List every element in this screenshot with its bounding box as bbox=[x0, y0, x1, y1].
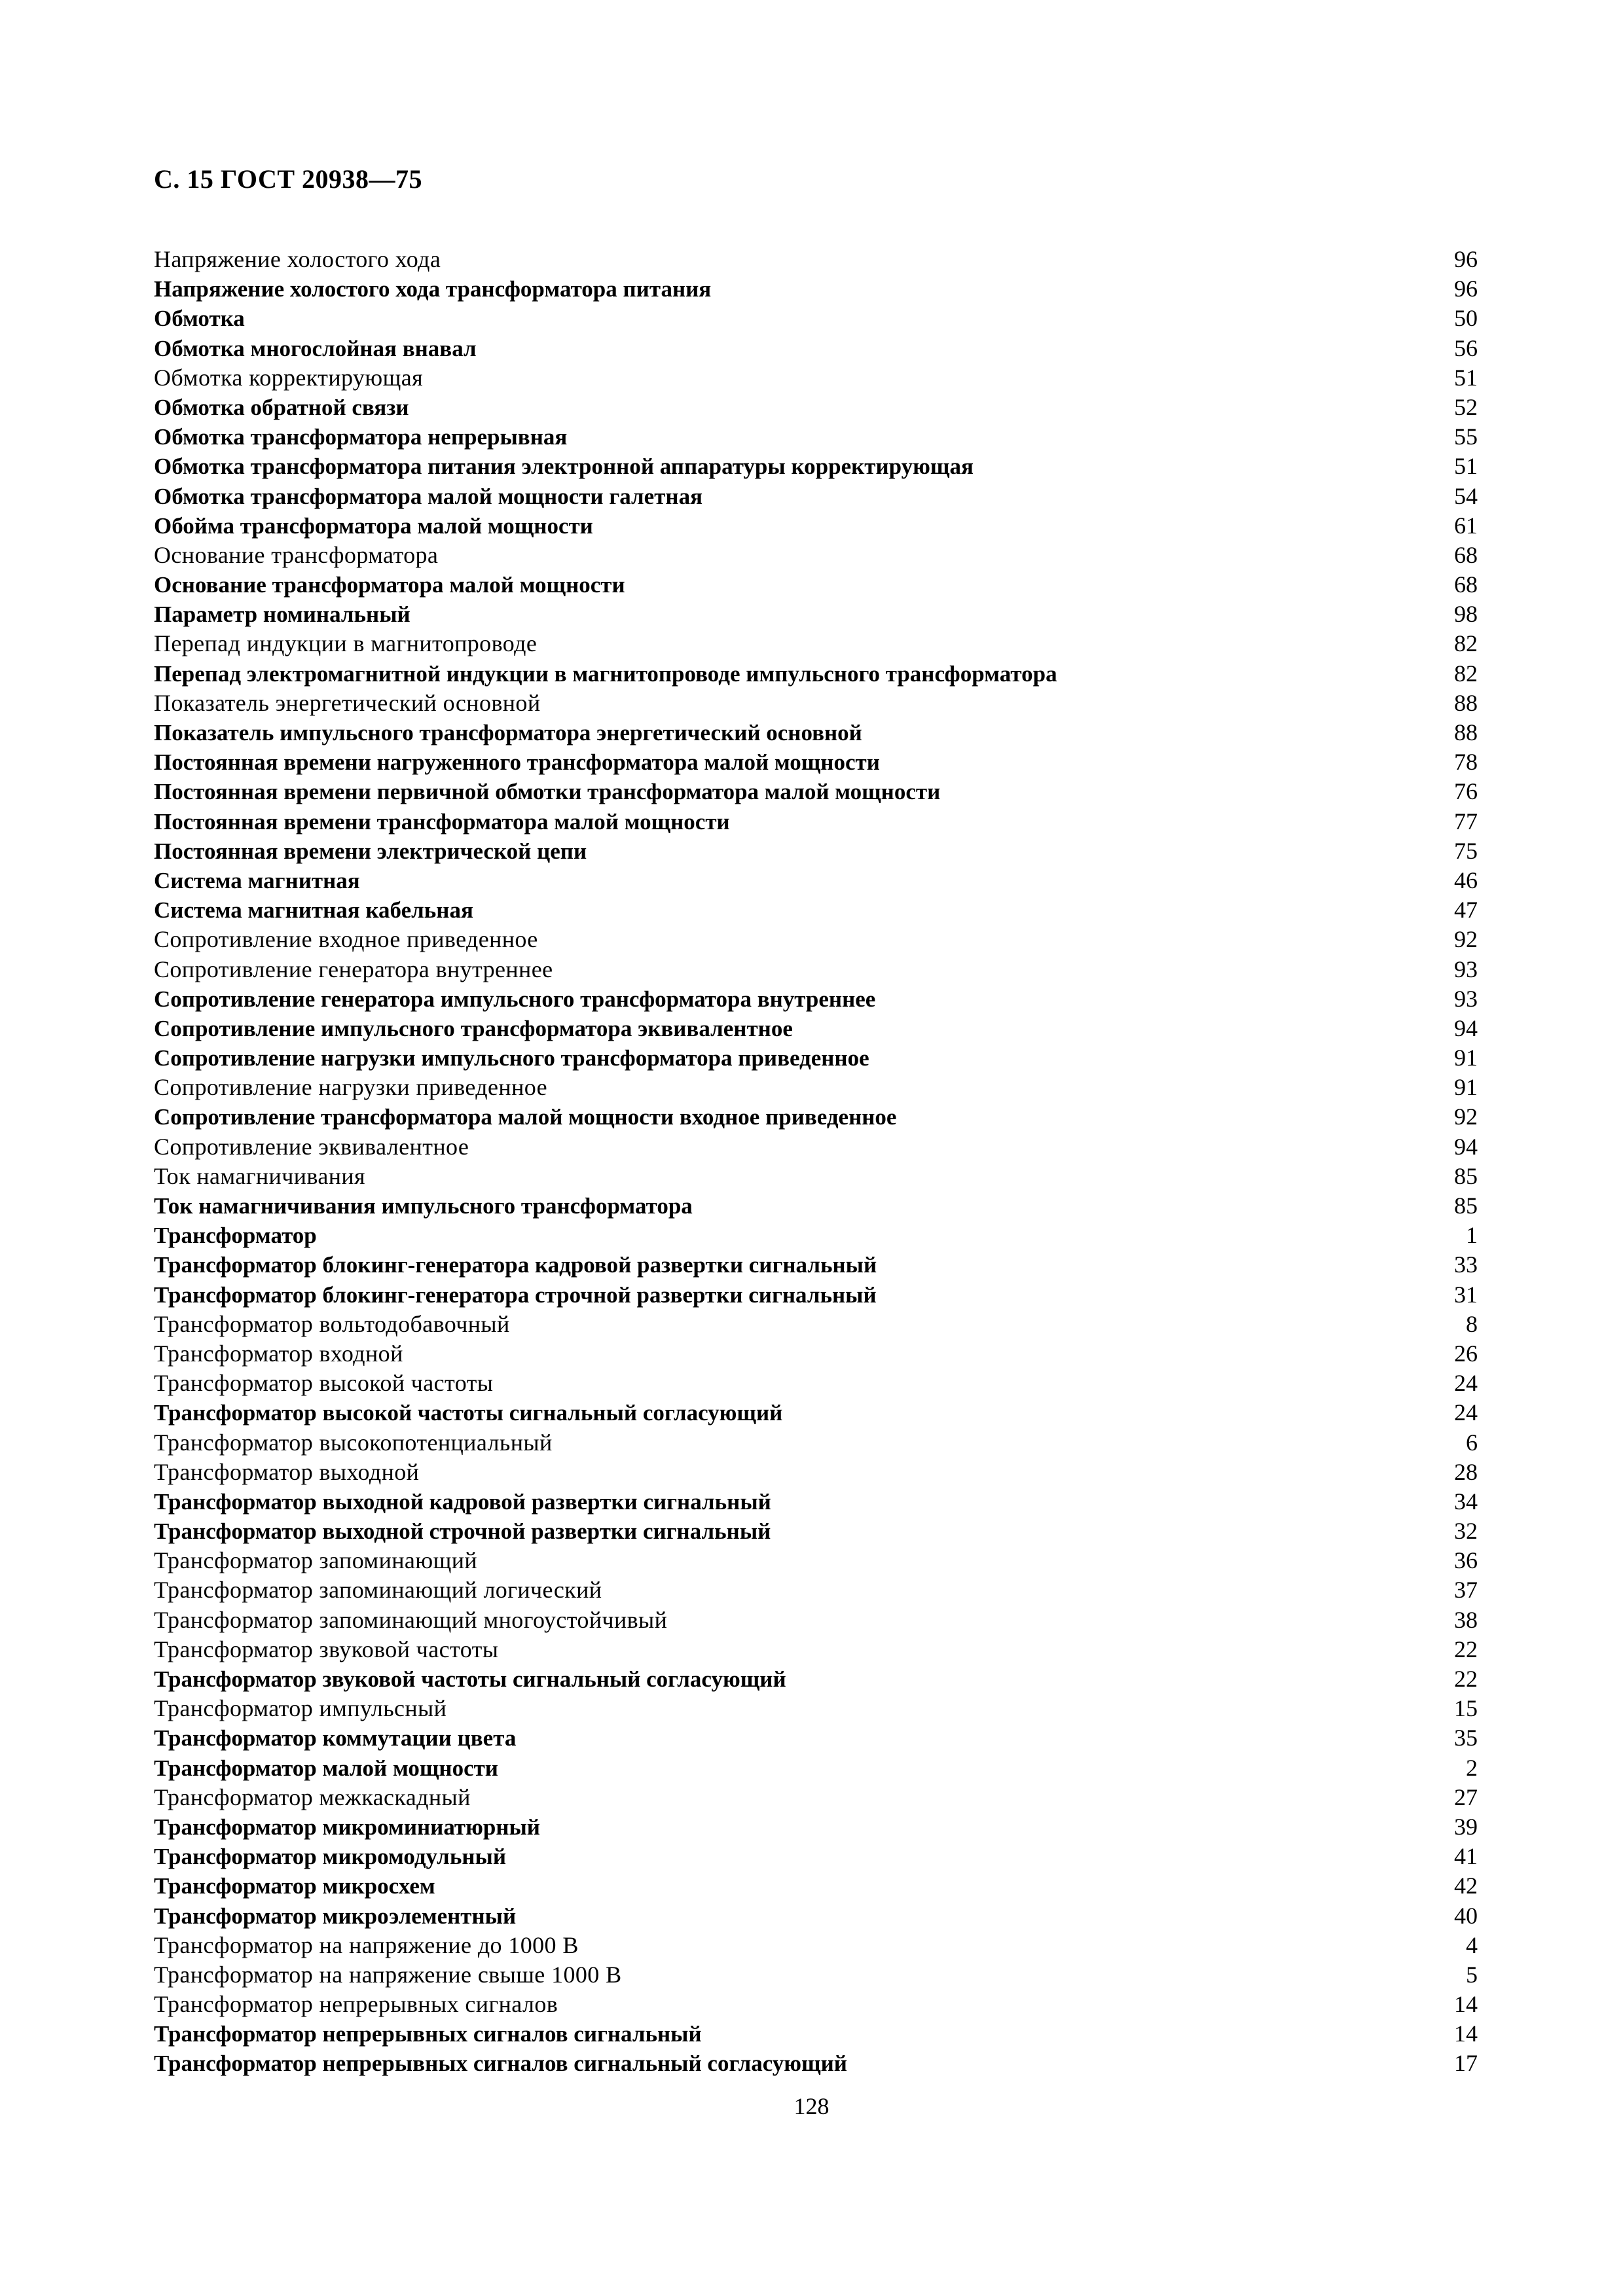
index-entry bbox=[154, 1990, 1478, 2019]
index-entry bbox=[154, 1250, 1478, 1280]
index-page-ref: 47 bbox=[1454, 897, 1478, 924]
index-term: Трансформатор запоминающий многоустойчивый bbox=[154, 1606, 668, 1633]
index-term: Трансформатор на напряжение до 1000 В bbox=[154, 1931, 579, 1958]
index-term: Трансформатор микроэлементный bbox=[154, 1903, 517, 1929]
index-page-ref: 75 bbox=[1454, 837, 1478, 864]
index-entry bbox=[154, 1575, 1478, 1605]
index-page-ref: 33 bbox=[1454, 1251, 1478, 1278]
index-page-ref: 14 bbox=[1454, 1991, 1478, 2018]
index-term: Трансформатор звуковой частоты сигнальный согласующий bbox=[154, 1666, 786, 1692]
index-entry bbox=[154, 1458, 1478, 1487]
index-entry bbox=[154, 1102, 1478, 1132]
index-page-ref: 24 bbox=[1454, 1399, 1478, 1426]
index-entry bbox=[154, 452, 1478, 481]
index-term: Трансформатор межкаскадный bbox=[154, 1784, 471, 1810]
index-page-ref: 46 bbox=[1454, 867, 1478, 893]
index-term: Показатель энергетический основной bbox=[154, 689, 541, 716]
index-term: Сопротивление генератора внутреннее bbox=[154, 956, 553, 982]
index-page-ref: 88 bbox=[1454, 689, 1478, 716]
index-page-ref: 1 bbox=[1466, 1222, 1478, 1249]
index-entry bbox=[154, 747, 1478, 777]
index-page-ref: 92 bbox=[1454, 926, 1478, 953]
index-entry bbox=[154, 836, 1478, 866]
index-page-ref: 93 bbox=[1454, 985, 1478, 1012]
index-term: Трансформатор микроминиатюрный bbox=[154, 1814, 540, 1840]
index-term: Обмотка трансформатора непрерывная bbox=[154, 424, 568, 450]
index-entry bbox=[154, 1221, 1478, 1250]
index-page-ref: 52 bbox=[1454, 393, 1478, 420]
index-page-ref: 54 bbox=[1454, 482, 1478, 509]
index-entry bbox=[154, 718, 1478, 747]
index-entry bbox=[154, 482, 1478, 511]
index-term: Ток намагничивания импульсного трансформатора bbox=[154, 1193, 693, 1219]
index-page-ref: 91 bbox=[1454, 1074, 1478, 1101]
index-entry bbox=[154, 1310, 1478, 1339]
index-page-ref: 42 bbox=[1454, 1873, 1478, 1899]
index-entry bbox=[154, 629, 1478, 658]
index-entry bbox=[154, 1812, 1478, 1842]
index-entry bbox=[154, 1723, 1478, 1753]
index-term: Трансформатор микросхем bbox=[154, 1873, 435, 1899]
index-page-ref: 96 bbox=[1454, 276, 1478, 302]
index-page-ref: 68 bbox=[1454, 571, 1478, 598]
index-term: Обмотка корректирующая bbox=[154, 364, 424, 391]
index-entry bbox=[154, 245, 1478, 274]
index-term: Сопротивление импульсного трансформатора эквивалентное bbox=[154, 1015, 793, 1041]
index-term: Трансформатор высокопотенциальный bbox=[154, 1429, 553, 1456]
index-page-ref: 94 bbox=[1454, 1014, 1478, 1041]
index-term: Трансформатор непрерывных сигналов bbox=[154, 1991, 558, 2018]
index-term: Трансформатор на напряжение свыше 1000 В bbox=[154, 1961, 622, 1988]
index-page-ref: 85 bbox=[1454, 1193, 1478, 1219]
index-entry bbox=[154, 1605, 1478, 1635]
index-page-ref: 32 bbox=[1454, 1518, 1478, 1545]
index-entry bbox=[154, 334, 1478, 363]
index-page-ref: 28 bbox=[1454, 1458, 1478, 1485]
index-entry bbox=[154, 1014, 1478, 1043]
index-page-ref: 50 bbox=[1454, 305, 1478, 332]
index-term: Обмотка bbox=[154, 306, 245, 332]
index-term: Трансформатор запоминающий логический bbox=[154, 1577, 602, 1604]
index-entry bbox=[154, 1339, 1478, 1369]
index-term: Трансформатор высокой частоты сигнальный согласующий bbox=[154, 1400, 783, 1426]
index-term: Трансформатор выходной кадровой развертки сигнальный bbox=[154, 1488, 771, 1515]
index-term: Перепад электромагнитной индукции в магнитопроводе импульсного трансформатора bbox=[154, 660, 1057, 687]
index-entry bbox=[154, 1191, 1478, 1221]
index-term: Сопротивление трансформатора малой мощности входное приведенное bbox=[154, 1104, 897, 1130]
index-term: Обмотка обратной связи bbox=[154, 394, 409, 420]
index-page-ref: 85 bbox=[1454, 1162, 1478, 1189]
index-entry bbox=[154, 895, 1478, 925]
index-entry bbox=[154, 2049, 1478, 2078]
index-page-ref: 2 bbox=[1466, 1754, 1478, 1781]
index-page-ref: 17 bbox=[1454, 2050, 1478, 2077]
index-entry bbox=[154, 600, 1478, 629]
index-page-ref: 94 bbox=[1454, 1133, 1478, 1160]
index-page-ref: 77 bbox=[1454, 808, 1478, 834]
index-page-ref: 88 bbox=[1454, 719, 1478, 745]
index-page-ref: 92 bbox=[1454, 1103, 1478, 1130]
index-term: Трансформатор непрерывных сигналов сигнальный согласующий bbox=[154, 2051, 847, 2077]
index-term: Обмотка трансформатора питания электронной аппаратуры корректирующая bbox=[154, 454, 974, 480]
index-term: Трансформатор запоминающий bbox=[154, 1547, 478, 1574]
index-term: Сопротивление генератора импульсного трансформатора внутреннее bbox=[154, 986, 876, 1012]
index-entry bbox=[154, 955, 1478, 984]
index-term: Трансформатор блокинг-генератора кадровой развертки сигнальный bbox=[154, 1252, 877, 1278]
index-term: Напряжение холостого хода трансформатора питания bbox=[154, 276, 712, 302]
index-term: Трансформатор непрерывных сигналов сигнальный bbox=[154, 2021, 702, 2047]
index-entry bbox=[154, 866, 1478, 895]
index-page-ref: 27 bbox=[1454, 1784, 1478, 1810]
index-term: Трансформатор высокой частоты bbox=[154, 1370, 494, 1397]
index-term: Напряжение холостого хода bbox=[154, 246, 441, 272]
index-entry bbox=[154, 363, 1478, 393]
index-page-ref: 40 bbox=[1454, 1902, 1478, 1929]
index-term: Трансформатор звуковой частоты bbox=[154, 1636, 499, 1662]
index-term: Трансформатор вольтодобавочный bbox=[154, 1310, 510, 1337]
index-term: Основание трансформатора малой мощности bbox=[154, 572, 625, 598]
index-entry bbox=[154, 777, 1478, 806]
index-term: Трансформатор импульсный bbox=[154, 1695, 447, 1722]
index-entry bbox=[154, 1073, 1478, 1102]
index-term: Ток намагничивания bbox=[154, 1162, 365, 1189]
index-entry bbox=[154, 1487, 1478, 1516]
index-entry bbox=[154, 1960, 1478, 1990]
index-term: Постоянная времени трансформатора малой мощности bbox=[154, 808, 730, 834]
index-term: Система магнитная кабельная bbox=[154, 897, 473, 924]
index-entry bbox=[154, 2019, 1478, 2049]
index-page-ref: 14 bbox=[1454, 2020, 1478, 2047]
index-page-ref: 91 bbox=[1454, 1045, 1478, 1071]
index-entry bbox=[154, 541, 1478, 570]
index-page-ref: 38 bbox=[1454, 1606, 1478, 1633]
index-page-ref: 5 bbox=[1466, 1961, 1478, 1988]
page-header: С. 15 ГОСТ 20938—75 bbox=[154, 164, 423, 194]
index-entry bbox=[154, 689, 1478, 718]
index-term: Трансформатор выходной bbox=[154, 1458, 420, 1485]
index-page-ref: 34 bbox=[1454, 1488, 1478, 1515]
index-entry bbox=[154, 1783, 1478, 1812]
index-page-ref: 55 bbox=[1454, 423, 1478, 450]
index-page-ref: 93 bbox=[1454, 956, 1478, 982]
index-term: Система магнитная bbox=[154, 867, 360, 893]
index-page-ref: 22 bbox=[1454, 1636, 1478, 1662]
index-page-ref: 4 bbox=[1466, 1931, 1478, 1958]
index-page-ref: 51 bbox=[1454, 364, 1478, 391]
index-entry bbox=[154, 659, 1478, 689]
index-page-ref: 61 bbox=[1454, 512, 1478, 539]
index-page-ref: 82 bbox=[1454, 660, 1478, 687]
index-entry bbox=[154, 1369, 1478, 1398]
index-entry bbox=[154, 1753, 1478, 1783]
index-term: Сопротивление входное приведенное bbox=[154, 926, 538, 953]
index-entry bbox=[154, 1664, 1478, 1694]
index-entry bbox=[154, 1842, 1478, 1871]
index-term: Трансформатор блокинг-генератора строчной развертки сигнальный bbox=[154, 1282, 877, 1308]
index-term: Сопротивление нагрузки приведенное bbox=[154, 1074, 547, 1101]
index-entry bbox=[154, 1871, 1478, 1901]
index-term: Постоянная времени нагруженного трансформатора малой мощности bbox=[154, 749, 880, 776]
index-page-ref: 96 bbox=[1454, 246, 1478, 272]
index-page-ref: 51 bbox=[1454, 453, 1478, 480]
index-entry bbox=[154, 1635, 1478, 1664]
index-page-ref: 78 bbox=[1454, 749, 1478, 776]
index-page-ref: 56 bbox=[1454, 334, 1478, 361]
index-term: Показатель импульсного трансформатора энергетический основной bbox=[154, 720, 862, 745]
index-page-ref: 8 bbox=[1466, 1310, 1478, 1337]
index-term: Трансформатор входной bbox=[154, 1340, 403, 1367]
page-number: 128 bbox=[793, 2093, 830, 2119]
index-term: Перепад индукции в магнитопроводе bbox=[154, 630, 538, 657]
index-page-ref: 98 bbox=[1454, 601, 1478, 628]
index-entry bbox=[154, 1398, 1478, 1427]
index-page-ref: 26 bbox=[1454, 1340, 1478, 1367]
index-page-ref: 39 bbox=[1454, 1813, 1478, 1840]
index-page-ref: 41 bbox=[1454, 1843, 1478, 1870]
index-page-ref: 31 bbox=[1454, 1281, 1478, 1308]
index-entry bbox=[154, 1931, 1478, 1960]
index-term: Обмотка трансформатора малой мощности галетная bbox=[154, 483, 703, 509]
index-page-ref: 68 bbox=[1454, 541, 1478, 568]
index-entry bbox=[154, 422, 1478, 452]
index-term: Трансформатор коммутации цвета bbox=[154, 1725, 517, 1751]
index-list bbox=[154, 245, 1478, 2079]
index-term: Трансформатор малой мощности bbox=[154, 1755, 498, 1781]
index-term: Постоянная времени первичной обмотки трансформатора малой мощности bbox=[154, 779, 941, 805]
index-page-ref: 36 bbox=[1454, 1547, 1478, 1574]
index-entry bbox=[154, 1694, 1478, 1723]
index-entry bbox=[154, 1546, 1478, 1575]
index-page-ref: 6 bbox=[1466, 1429, 1478, 1456]
index-term: Постоянная времени электрической цепи bbox=[154, 838, 587, 864]
index-term: Сопротивление нагрузки импульсного трансформатора приведенное bbox=[154, 1045, 869, 1071]
index-entry bbox=[154, 274, 1478, 304]
index-page-ref: 22 bbox=[1454, 1666, 1478, 1692]
index-page-ref: 35 bbox=[1454, 1725, 1478, 1751]
index-term: Обойма трансформатора малой мощности bbox=[154, 512, 593, 539]
index-page-ref: 82 bbox=[1454, 630, 1478, 657]
index-page-ref: 24 bbox=[1454, 1370, 1478, 1397]
index-entry bbox=[154, 393, 1478, 422]
index-entry bbox=[154, 1132, 1478, 1162]
index-entry bbox=[154, 570, 1478, 600]
index-page-ref: 15 bbox=[1454, 1695, 1478, 1722]
index-term: Трансформатор выходной строчной развертки сигнальный bbox=[154, 1518, 771, 1545]
index-entry bbox=[154, 807, 1478, 836]
index-entry bbox=[154, 1901, 1478, 1931]
index-page-ref: 37 bbox=[1454, 1577, 1478, 1604]
index-entry bbox=[154, 1428, 1478, 1458]
index-entry bbox=[154, 1162, 1478, 1191]
index-entry bbox=[154, 1280, 1478, 1310]
index-entry bbox=[154, 984, 1478, 1014]
index-term: Сопротивление эквивалентное bbox=[154, 1133, 469, 1160]
index-term: Трансформатор bbox=[154, 1223, 317, 1249]
index-entry bbox=[154, 511, 1478, 541]
index-entry bbox=[154, 1516, 1478, 1546]
index-entry bbox=[154, 304, 1478, 333]
index-term: Трансформатор микромодульный bbox=[154, 1844, 506, 1870]
index-entry bbox=[154, 925, 1478, 954]
index-term: Параметр номинальный bbox=[154, 601, 410, 628]
index-page-ref: 76 bbox=[1454, 778, 1478, 805]
index-term: Основание трансформатора bbox=[154, 541, 439, 568]
index-entry bbox=[154, 1043, 1478, 1073]
index-term: Обмотка многослойная внавал bbox=[154, 335, 477, 361]
